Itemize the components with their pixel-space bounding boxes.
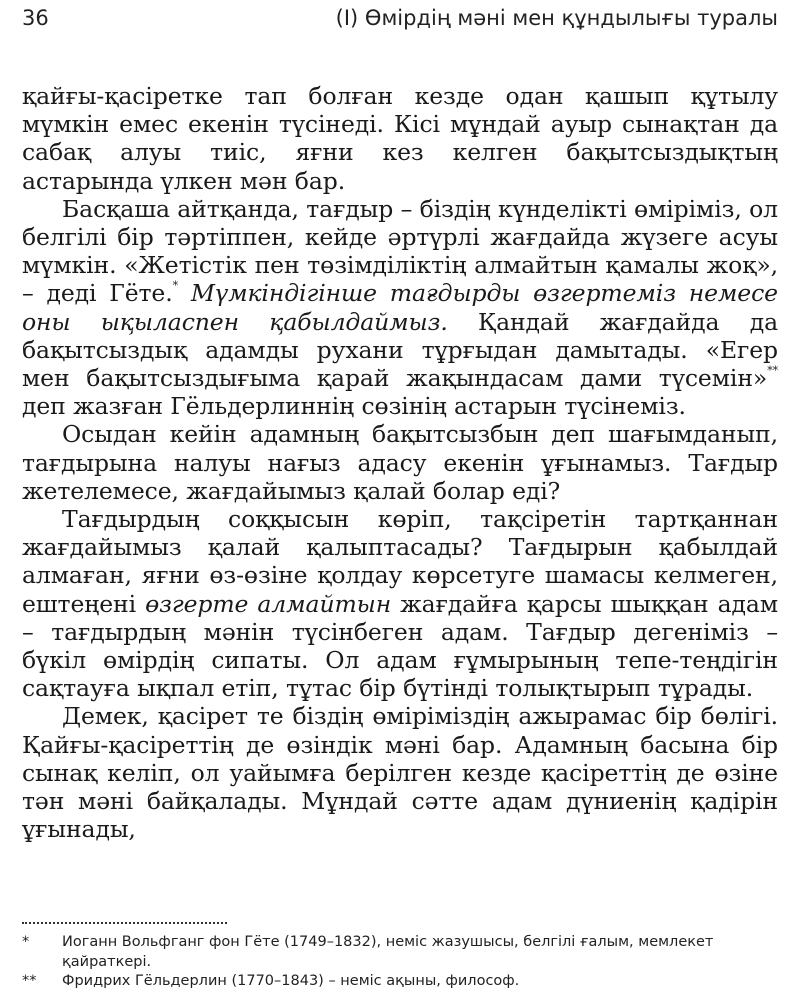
paragraph-1: қайғы-қасіретке тап болған кезде одан қашып құтылу мүмкін емес екенін түсінеді. Кісі мұндай ауыр сынақтан да сабақ алуы тиіс, яғни кез келген бақытсыздықтың астарында үлкен мән бар.	[22, 82, 778, 195]
footnote-2-text: Фридрих Гёльдерлин (1770–1843) – неміс ақыны, философ.	[62, 973, 520, 989]
footnote-1	[22, 933, 782, 972]
footnote-1-text: Иоганн Вольфганг фон Гёте (1749–1832), неміс жазушысы, белгілі ғалым, мемлекет қайраткері.	[62, 934, 714, 970]
paragraph-2-text-c: Қандай жағдайда да бақытсыздық адамды рухани тұрғыдан дамытады. «Егер мен бақытсыздығыма қарай жақындасам дами түсемін»	[22, 307, 778, 393]
paragraph-4	[22, 505, 778, 702]
page-number: 36	[22, 6, 49, 30]
footnote-1-mark: *	[22, 934, 30, 950]
footnote-divider	[22, 922, 227, 924]
paragraph-2	[22, 195, 778, 421]
footnote-ref-2: **	[767, 364, 778, 378]
paragraph-2-text-d: деп жазған Гёльдерлиннің сөзінің астарын түсінеміз.	[22, 392, 686, 421]
paragraph-5: Демек, қасірет те біздің өміріміздің ажырамас бір бөлігі. Қайғы-қасіреттің де өзіндік мәні бар. Адамның басына бір сынақ келіп, ол уайымға берілген кезде қасіреттің де өзіне тән мәні байқалады. Мұндай сәтте адам дүниенің қадірін ұғынады,	[22, 702, 778, 844]
footnote-2-mark: **	[22, 973, 37, 989]
footnote-2	[22, 972, 782, 992]
footnotes	[22, 933, 782, 992]
paragraph-3: Осыдан кейін адамның бақытсызбын деп шағымданып, тағдырына налуы нағыз адасу екенін ұғынамыз. Тағдыр жетелемесе, жағдайымыз қалай болар еді?	[22, 420, 778, 505]
paragraph-4-italic: өзгерте алмайтын	[145, 589, 392, 618]
paragraph-2-text-a: Басқаша айтқанда, тағдыр – біздің күнделікті өміріміз, ол белгілі бір тәртіппен, кейде әртүрлі жағдайда жүзеге асуы мүмкін. «Жетістік пен төзімділіктің алмайтын қамалы жоқ», – деді Гёте.	[22, 194, 778, 308]
body-text	[22, 82, 778, 843]
page-header	[22, 6, 778, 36]
running-title: (I) Өмірдің мәні мен құндылығы туралы	[335, 6, 778, 30]
footnote-ref-1: *	[172, 279, 179, 293]
paragraph-4-text-c: жағдайға қарсы шыққан адам – тағдырдың мәнін түсінбеген адам. Тағдыр дегеніміз – бүкіл өмірдің сипаты. Ол адам ғұмырының тепе-теңдігін сақтауға ықпал етіп, тұтас бір бүтінді толықтырып тұрады.	[22, 589, 779, 703]
paragraph-4-text-a: Тағдырдың соққысын көріп, тақсіретін тартқаннан жағдайымыз қалай қалыптасады? Тағдырын қабылдай алмаған, яғни өз-өзіне қолдау көрсетуге шамасы келмеген, ештеңені	[22, 505, 778, 618]
paragraph-2-italic: Мүмкіндігінше тағдырды өзгертеміз немесе оны ықыласпен қабылдаймыз.	[22, 279, 778, 336]
